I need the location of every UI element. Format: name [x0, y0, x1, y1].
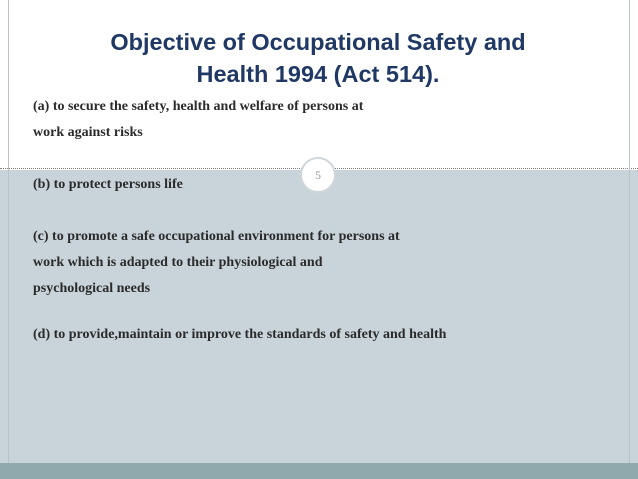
slide-bottom-panel	[0, 167, 638, 465]
slide-title-line-2: Health 1994 (Act 514).	[196, 61, 440, 87]
objective-a-line-1: (a) to secure the safety, health and welfare of persons at	[33, 99, 364, 114]
left-frame-line	[8, 0, 9, 463]
objective-d-line-1: (d) to provide,maintain or improve the standards of safety and health	[33, 327, 447, 342]
objective-d	[33, 322, 613, 348]
objective-a	[33, 94, 613, 146]
footer-bar	[0, 463, 638, 479]
objective-b-line-1: (b) to protect persons life	[33, 177, 183, 192]
right-frame-line	[629, 0, 630, 463]
slide-title-line-1: Objective of Occupational Safety and	[110, 29, 526, 55]
objective-b	[33, 172, 613, 198]
objective-c-line-1: (c) to promote a safe occupational environment for persons at	[33, 229, 400, 244]
slide-title	[40, 26, 596, 90]
page-number: 5	[315, 167, 321, 182]
objective-c-line-2: work which is adapted to their physiological and	[33, 255, 323, 270]
objective-a-line-2: work against risks	[33, 125, 143, 140]
objective-c-line-3: psychological needs	[33, 281, 151, 296]
objective-c	[33, 224, 613, 302]
